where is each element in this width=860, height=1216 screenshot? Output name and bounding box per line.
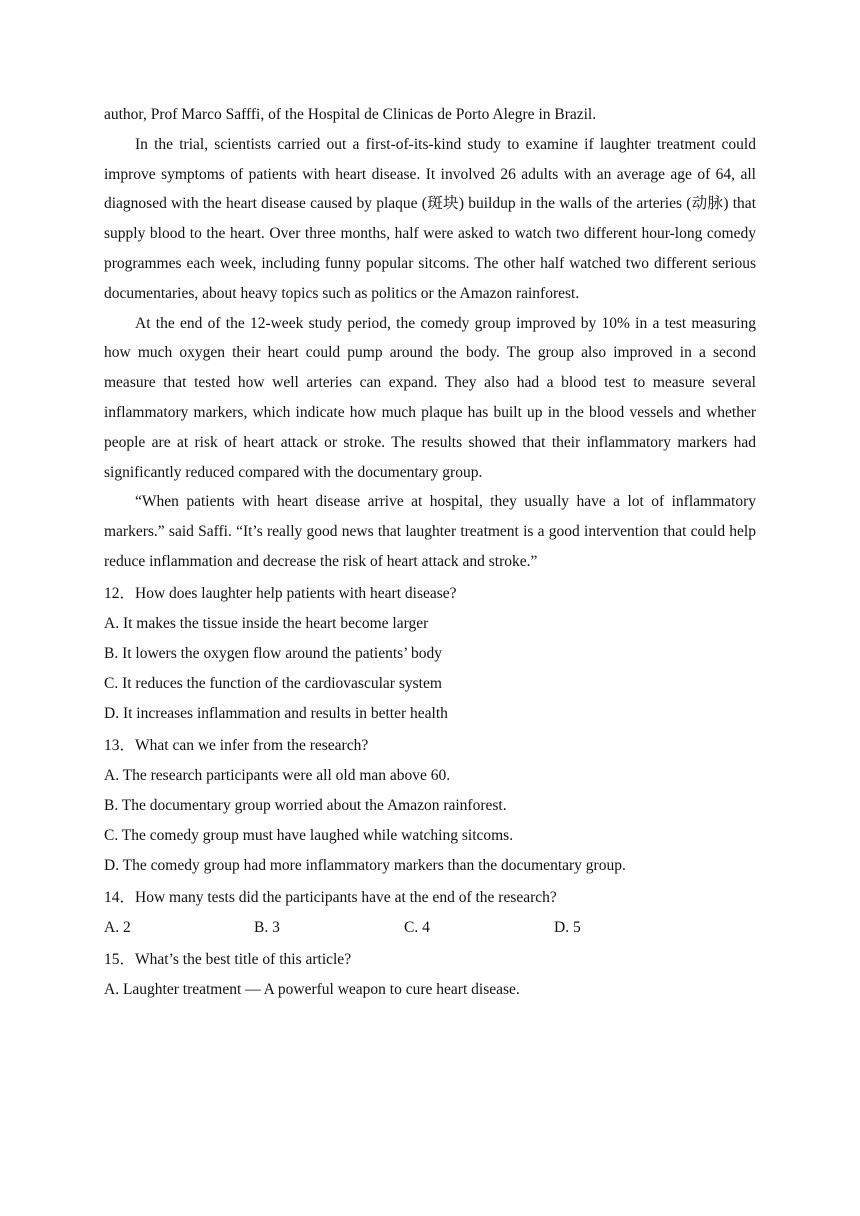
option-d[interactable]: D. The comedy group had more inflammatory markers than the documentary group.: [104, 856, 626, 874]
paragraph-results: At the end of the 12-week study period, the comedy group improved by 10% in a test measuring how much oxygen their heart could pump around the body. The group also improved in a second measure that tested how well arteries can expand. They also had a blood test to measure several inflammatory markers, which indicate how much plaque has built up in the blood vessels and whether people are at risk of heart attack or stroke. The results showed that their inflammatory markers had significantly reduced compared with the documentary group.: [104, 314, 756, 481]
question-13: [104, 731, 756, 881]
question-stem: 13．What can we infer from the research?: [104, 736, 369, 754]
option-c[interactable]: C. The comedy group must have laughed while watching sitcoms.: [104, 826, 514, 844]
option-a[interactable]: A. The research participants were all old man above 60.: [104, 766, 451, 784]
option-b[interactable]: B. It lowers the oxygen flow around the patients’ body: [104, 644, 443, 662]
question-stem: 15．What’s the best title of this article?: [104, 950, 352, 968]
option-c[interactable]: C. It reduces the function of the cardiovascular system: [104, 674, 442, 692]
options-row: [104, 913, 756, 943]
document-page: [104, 100, 756, 1005]
question-15: [104, 945, 756, 1005]
question-14: [104, 883, 756, 943]
option-d[interactable]: D. It increases inflammation and results in better health: [104, 704, 448, 722]
option-b[interactable]: B. The documentary group worried about the Amazon rainforest.: [104, 796, 507, 814]
question-12: [104, 579, 756, 729]
paragraph-continued: author, Prof Marco Safffi, of the Hospital de Clinicas de Porto Alegre in Brazil.: [104, 106, 597, 123]
question-stem: 12．How does laughter help patients with heart disease?: [104, 584, 457, 602]
option-d[interactable]: D. 5: [554, 918, 581, 936]
option-b[interactable]: B. 3: [254, 918, 280, 936]
option-c[interactable]: C. 4: [404, 918, 430, 936]
paragraph-quote: “When patients with heart disease arrive at hospital, they usually have a lot of inflammatory markers.” said Saffi. “It’s really good news that laughter treatment is a good intervention that could help reduce inflammation and decrease the risk of heart attack and stroke.”: [104, 493, 756, 570]
paragraph-trial: In the trial, scientists carried out a first-of-its-kind study to examine if laughter treatment could improve symptoms of patients with heart disease. It involved 26 adults with an average age of 64, all diagnosed with the heart disease caused by plaque (斑块) buildup in the walls of the arteries (动脉) that supply blood to the heart. Over three months, half were asked to watch two different hour-long comedy programmes each week, including funny popular sitcoms. The other half watched two different serious documentaries, about heavy topics such as politics or the Amazon rainforest.: [104, 135, 756, 302]
question-stem: 14．How many tests did the participants have at the end of the research?: [104, 888, 557, 906]
option-a[interactable]: A. It makes the tissue inside the heart become larger: [104, 614, 429, 632]
option-a[interactable]: A. Laughter treatment — A powerful weapon to cure heart disease.: [104, 980, 520, 998]
option-a[interactable]: A. 2: [104, 918, 131, 936]
